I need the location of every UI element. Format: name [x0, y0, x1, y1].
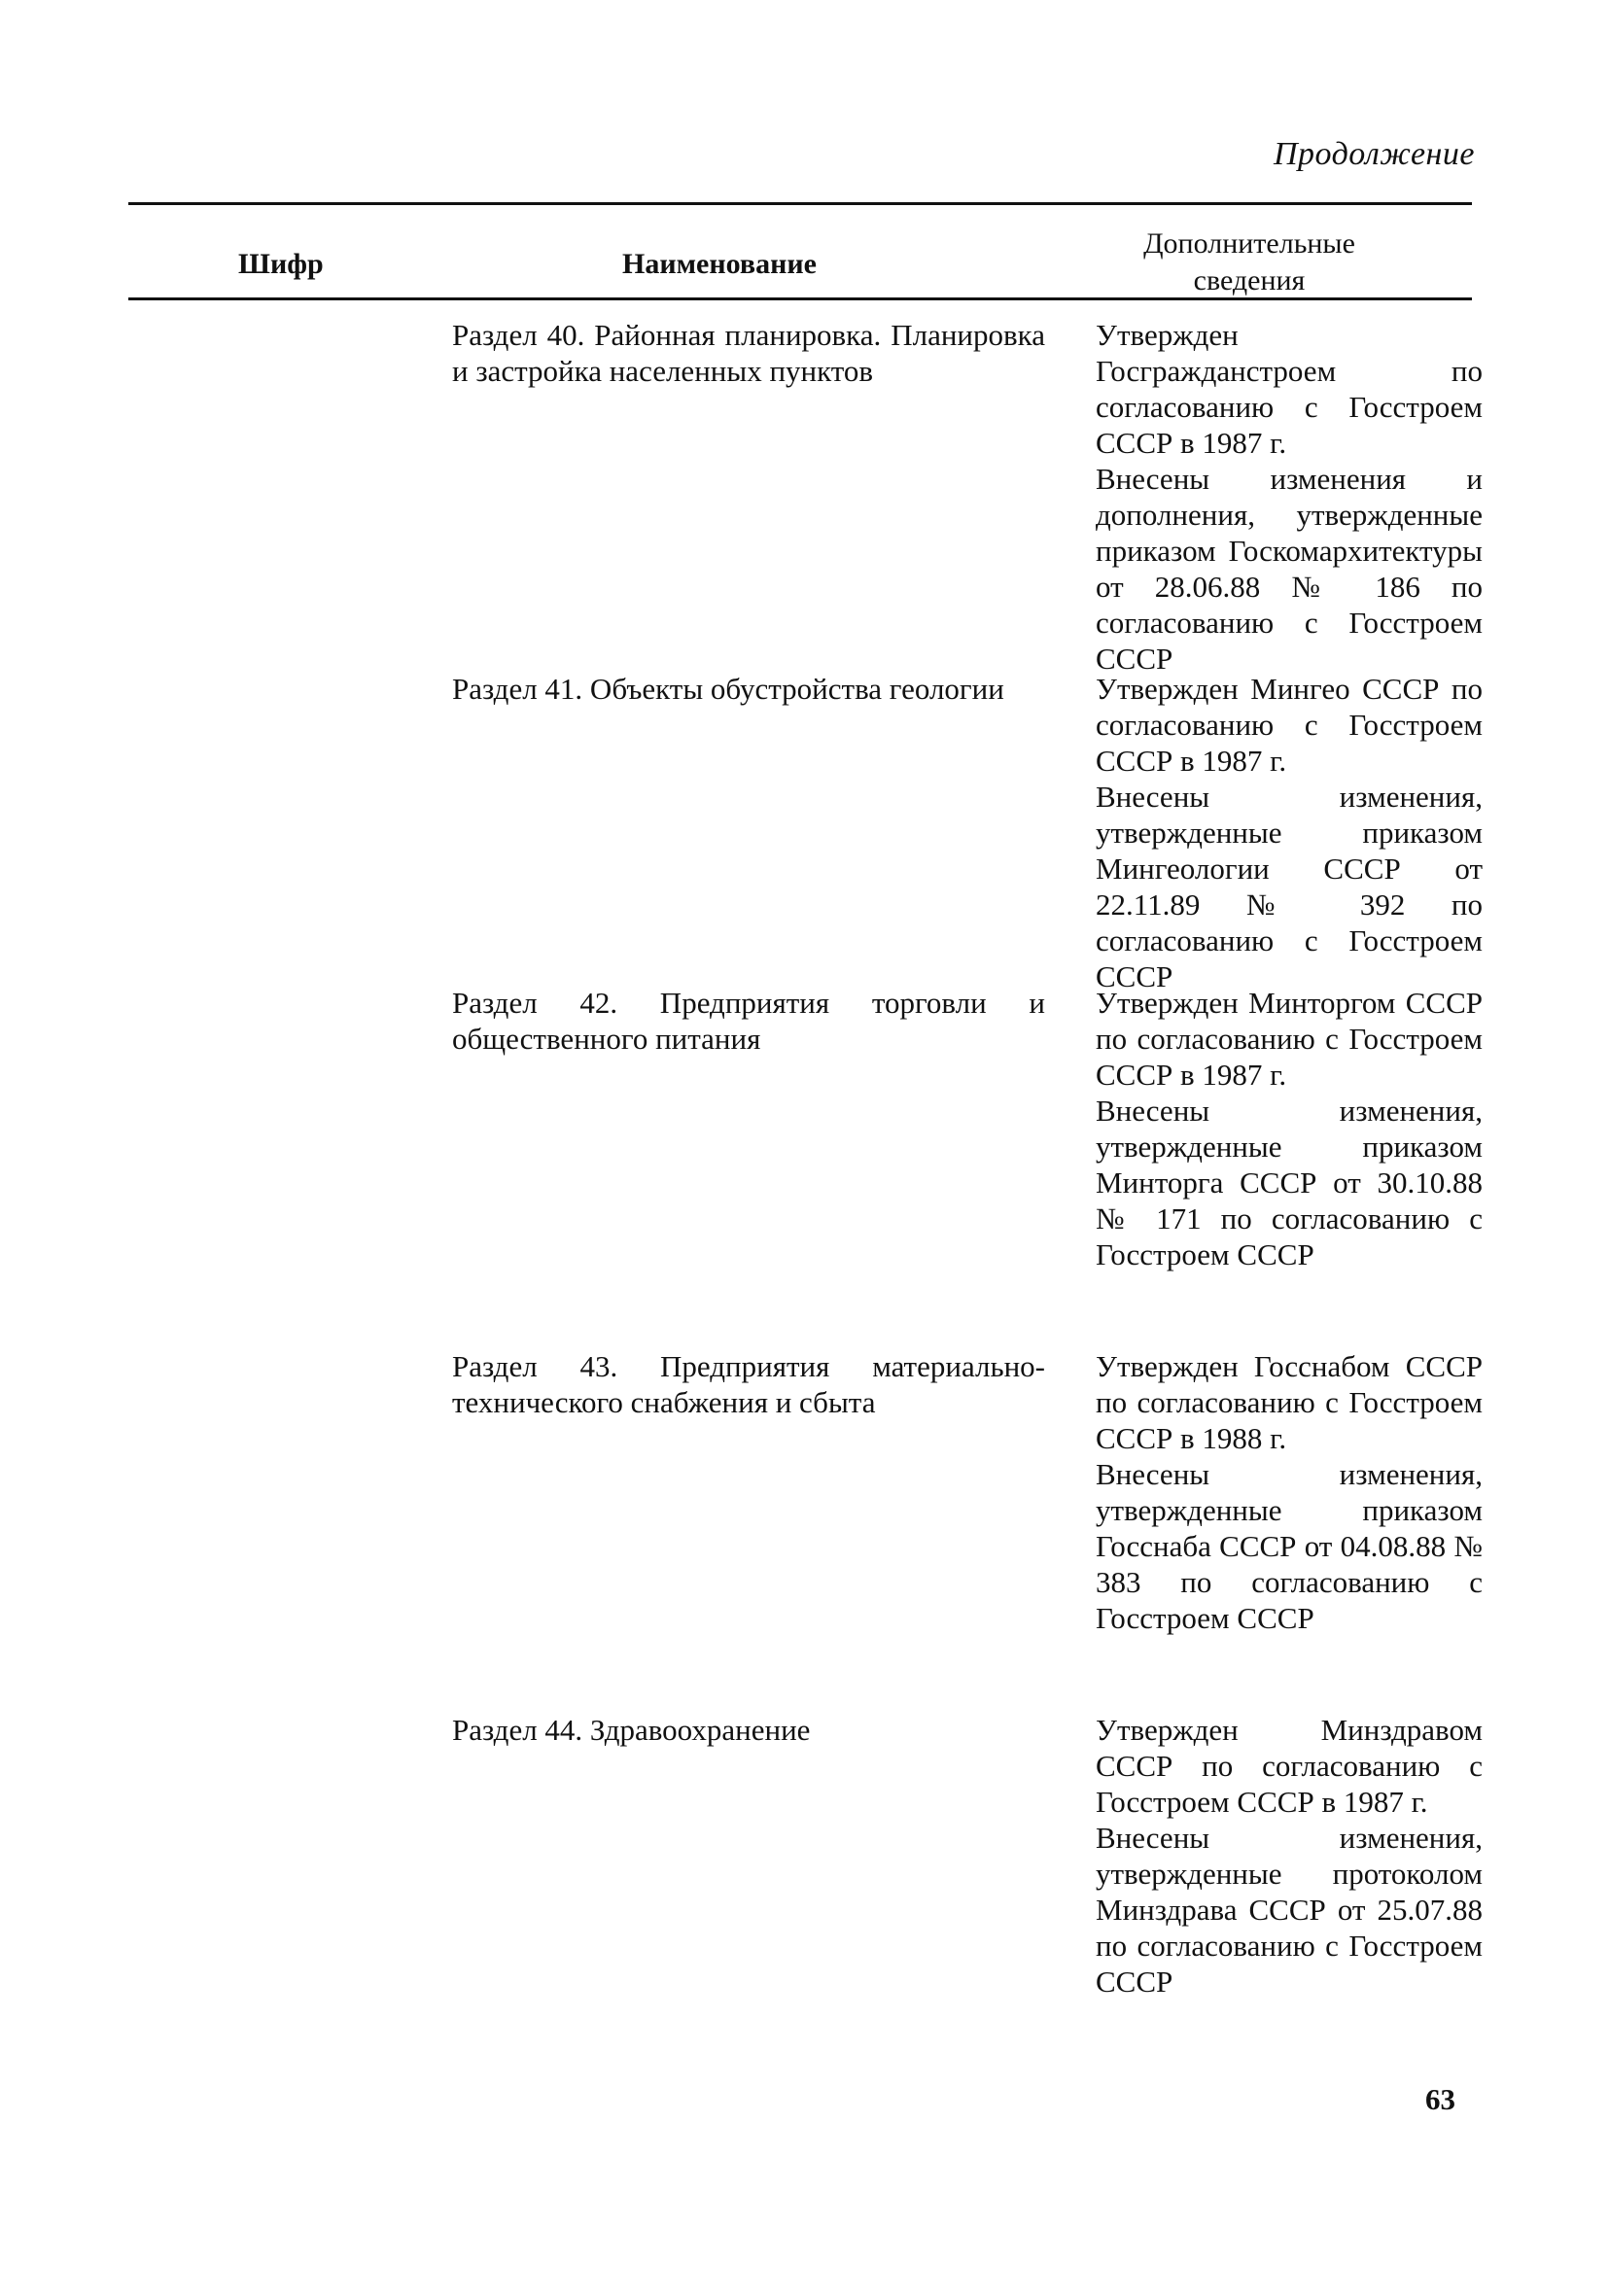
- section-extra: [1096, 1712, 1483, 2033]
- section-extra: [1096, 985, 1483, 1348]
- header-code: Шифр: [238, 248, 324, 280]
- extra-approval: Утвержден Госгражданстроем по согласованию с Госстроем СССР в 1987 г.: [1096, 318, 1483, 460]
- section-name: Раздел 43. Предприятия материально-технического снабжения и сбыта: [452, 1349, 1045, 1419]
- table-header-rule: [128, 297, 1472, 300]
- table-row: [452, 317, 1483, 676]
- continuation-label: Продолжение: [1273, 136, 1475, 172]
- table-top-rule: [128, 202, 1472, 205]
- extra-approval: Утвержден Мингео СССР по согласованию с Госстроем СССР в 1987 г.: [1096, 672, 1483, 778]
- extra-amendments: Внесены изменения, утвержденные приказом Мингеологии СССР от 22.11.89 № 392 по согласованию с Госстроем СССР: [1096, 780, 1483, 993]
- extra-amendments: Внесены изменения, утвержденные приказом Минторга СССР от 30.10.88 № 171 по согласованию с Госстроем СССР: [1096, 1094, 1483, 1271]
- extra-approval: Утвержден Госснабом СССР по согласованию с Госстроем СССР в 1988 г.: [1096, 1349, 1483, 1455]
- header-extra-line1: Дополнительные: [1143, 227, 1355, 260]
- section-name: Раздел 42. Предприятия торговли и общественного питания: [452, 986, 1045, 1056]
- table-row: [452, 985, 1483, 1348]
- table-row: [452, 1712, 1483, 2033]
- header-extra: [1108, 226, 1390, 299]
- extra-amendments: Внесены изменения, утвержденные приказом Госснаба СССР от 04.08.88 № 383 по согласованию с Госстроем СССР: [1096, 1457, 1483, 1635]
- table-row: [452, 1348, 1483, 1712]
- section-name: Раздел 40. Районная планировка. Планировка и застройка населенных пунктов: [452, 318, 1045, 388]
- extra-approval: Утвержден Минздравом СССР по согласованию с Госстроем СССР в 1987 г.: [1096, 1713, 1483, 1819]
- header-name: Наименование: [622, 248, 817, 280]
- extra-approval: Утвержден Минторгом СССР по согласованию с Госстроем СССР в 1987 г.: [1096, 986, 1483, 1092]
- section-extra: [1096, 1348, 1483, 1712]
- section-extra: [1096, 671, 1483, 993]
- header-extra-line2: сведения: [1193, 264, 1306, 296]
- section-extra: [1096, 317, 1483, 676]
- extra-amendments: Внесены изменения, утвержденные протоколом Минздрава СССР от 25.07.88 по согласованию с Госстроем СССР: [1096, 1821, 1483, 1999]
- section-name: Раздел 44. Здравоохранение: [452, 1713, 811, 1747]
- page-number: 63: [1425, 2082, 1455, 2116]
- extra-amendments: Внесены изменения и дополнения, утвержденные приказом Госкомархитектуры от 28.06.88 № 186 по согласованию с Госстроем СССР: [1096, 462, 1483, 676]
- section-name: Раздел 41. Объекты обустройства геологии: [452, 672, 1004, 706]
- table-row: [452, 671, 1483, 993]
- table-body: [452, 317, 1483, 2033]
